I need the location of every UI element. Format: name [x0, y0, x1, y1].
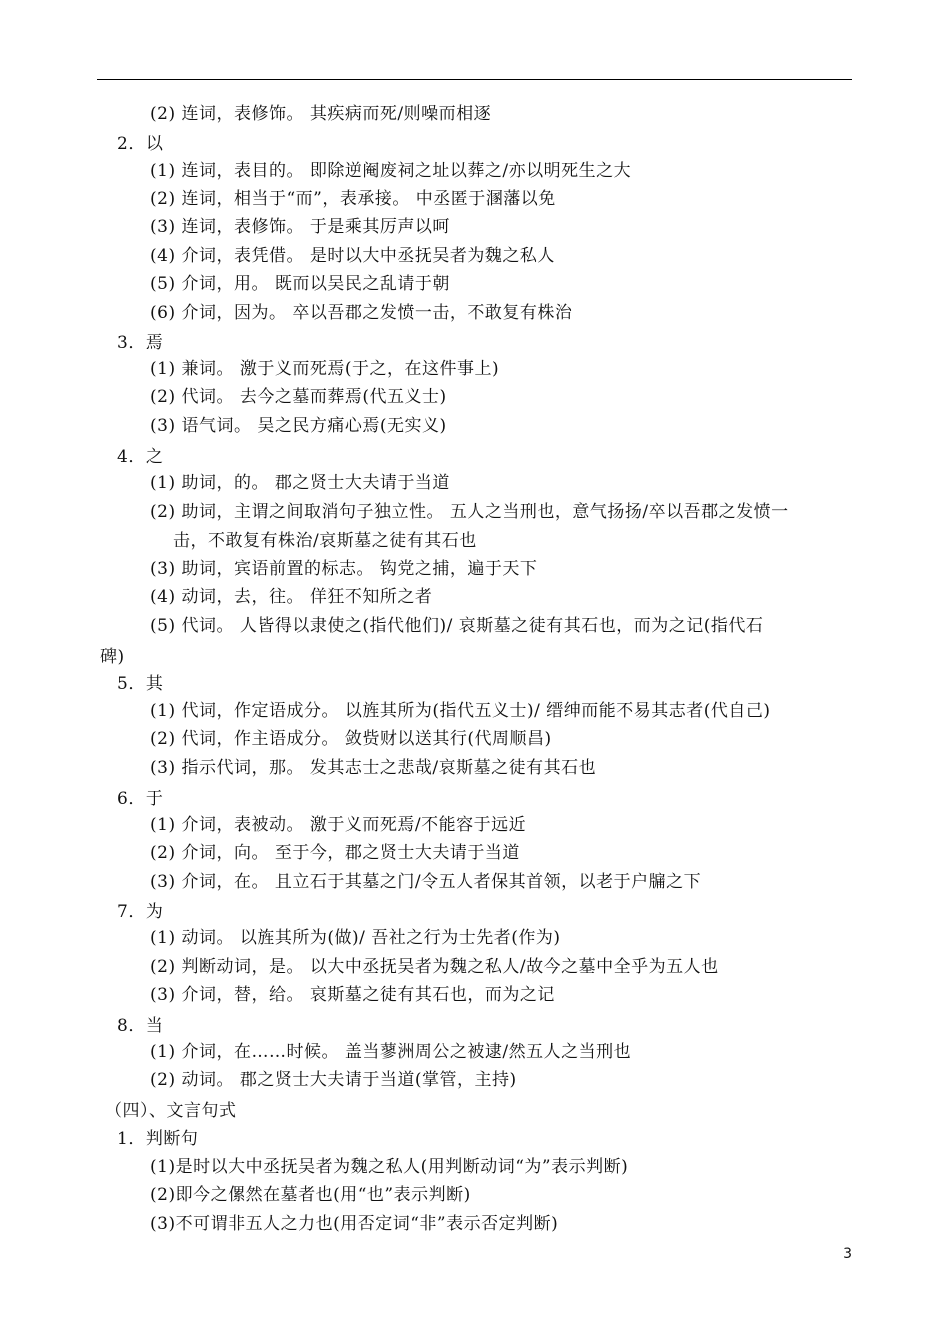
text-line: (2) 助词，主谓之间取消句子独立性。 五人之当刑也，意气扬扬/卒以吾郡之发愤一	[150, 502, 789, 522]
section-heading: 8．当	[117, 1016, 164, 1036]
text-line: (3) 介词，在。 且立石于其墓之门/令五人者保其首领，以老于户牖之下	[150, 872, 702, 892]
text-line: (1) 介词，在……时候。 盖当蓼洲周公之被逮/然五人之当刑也	[150, 1042, 632, 1062]
section-heading: 3．焉	[117, 333, 164, 353]
text-line: (4) 动词，去，往。 佯狂不知所之者	[150, 587, 433, 607]
chapter-heading: （四）、文言句式	[105, 1101, 237, 1121]
text-line: (1) 连词，表目的。 即除逆阉废祠之址以葬之/亦以明死生之大	[150, 161, 632, 181]
text-line: (2) 连词，表修饰。 其疾病而死/则噪而相逐	[150, 104, 492, 124]
text-line: (2) 代词，作主语成分。 敛赀财以送其行(代周顺昌)	[150, 729, 552, 749]
text-line: (1) 代词，作定语成分。 以旌其所为(指代五义士)/ 缙绅而能不易其志者(代自己)	[150, 701, 771, 721]
text-line: (6) 介词，因为。 卒以吾郡之发愤一击，不敢复有株治	[150, 303, 573, 323]
text-line: (4) 介词，表凭借。 是时以大中丞抚吴者为魏之私人	[150, 246, 555, 266]
text-line: (3) 连词，表修饰。 于是乘其厉声以呵	[150, 217, 450, 237]
text-line: (2) 动词。 郡之贤士大夫请于当道(掌管，主持)	[150, 1070, 517, 1090]
section-heading: 5．其	[117, 674, 164, 694]
text-line: (2)即今之傫然在墓者也(用“也”表示判断)	[150, 1185, 471, 1205]
text-line: 碑)	[100, 647, 125, 667]
header-rule	[97, 79, 852, 80]
text-line: (3) 指示代词，那。 发其志士之悲哉/哀斯墓之徒有其石也	[150, 758, 597, 778]
section-heading: 2．以	[117, 134, 164, 154]
text-line: (5) 介词，用。 既而以吴民之乱请于朝	[150, 274, 450, 294]
section-heading: 7．为	[117, 902, 164, 922]
text-line: (3) 介词，替，给。 哀斯墓之徒有其石也，而为之记	[150, 985, 555, 1005]
text-line: (3) 助词，宾语前置的标志。 钩党之捕，遍于天下	[150, 559, 538, 579]
text-line: (1) 兼词。 激于义而死焉(于之，在这件事上)	[150, 359, 500, 379]
text-line: (2) 代词。 去今之墓而葬焉(代五义士)	[150, 387, 447, 407]
text-line: (1)是时以大中丞抚吴者为魏之私人(用判断动词“为”表示判断)	[150, 1157, 629, 1177]
text-line: (5) 代词。 人皆得以隶使之(指代他们)/ 哀斯墓之徒有其石也，而为之记(指代石	[150, 616, 764, 636]
text-line: (2) 连词，相当于“而”，表承接。 中丞匿于溷藩以免	[150, 189, 556, 209]
text-line: (1) 助词，的。 郡之贤士大夫请于当道	[150, 473, 450, 493]
text-line: (3) 语气词。 吴之民方痛心焉(无实义)	[150, 416, 447, 436]
section-heading: 4．之	[117, 447, 164, 467]
section-heading: 1．判断句	[117, 1129, 199, 1149]
text-line: (1) 介词，表被动。 激于义而死焉/不能容于远近	[150, 815, 527, 835]
page-number: 3	[843, 1246, 852, 1262]
section-heading: 6．于	[117, 789, 164, 809]
text-line: (2) 判断动词，是。 以大中丞抚吴者为魏之私人/故今之墓中全乎为五人也	[150, 957, 719, 977]
text-line: (2) 介词，向。 至于今，郡之贤士大夫请于当道	[150, 843, 520, 863]
text-line: (1) 动词。 以旌其所为(做)/ 吾社之行为士先者(作为)	[150, 928, 561, 948]
text-line: 击，不敢复有株治/哀斯墓之徒有其石也	[173, 531, 477, 551]
text-line: (3)不可谓非五人之力也(用否定词“非”表示否定判断)	[150, 1214, 559, 1234]
